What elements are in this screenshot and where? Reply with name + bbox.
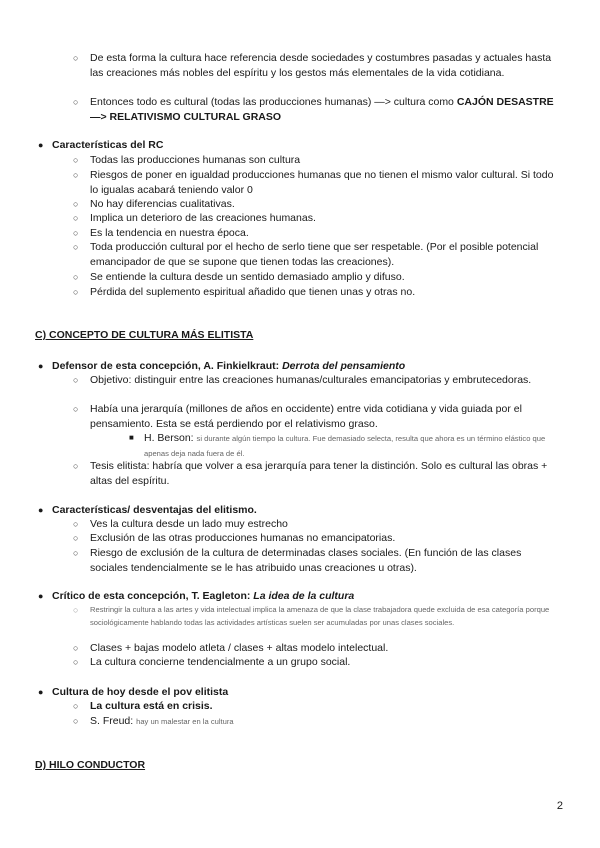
bullet-heading-text: Características/ desventajas del elitismo. (52, 504, 257, 516)
bullet-heading (38, 138, 552, 153)
list-item (73, 168, 560, 197)
filled-bullet-icon: ● (38, 140, 44, 150)
list-item-text: Es la tendencia en nuestra época. (90, 227, 249, 239)
section-heading-c: C) CONCEPTO DE CULTURA MÁS ELITISTA (35, 329, 254, 341)
list-item-text: Riesgo de exclusión de la cultura de determinadas clases sociales. (En función de las clases sociales tendencialmente se le has atribuido unas creaciones u otras). (90, 547, 522, 574)
filled-bullet-icon: ● (38, 361, 44, 371)
bullet-heading-text: Cultura de hoy desde el pov elitista (52, 686, 229, 698)
list-item (73, 153, 560, 168)
hollow-bullet-icon: ○ (73, 287, 79, 297)
list-item-text: La cultura concierne tendencialmente a un grupo social. (90, 656, 351, 668)
hollow-bullet-icon: ○ (73, 533, 79, 543)
list-item (73, 546, 560, 575)
list-item (73, 226, 560, 241)
list-item-text: Clases + bajas modelo atleta / clases + altas modelo intelectual. (90, 642, 389, 654)
list-item (73, 197, 560, 212)
list-item-text: Ves la cultura desde un lado muy estrecho (90, 518, 288, 530)
list-item-text: Exclusión de las otras producciones humanas no emancipatorias. (90, 532, 396, 544)
hollow-bullet-icon: ○ (73, 461, 79, 471)
list-item-text: Objetivo: distinguir entre las creaciones humanas/culturales emancipatorias y embrutecedoras. (90, 374, 532, 386)
list-item-text: De esta forma la cultura hace referencia desde sociedades y costumbres pasadas y actuales hasta las creaciones más nobles del espíritu y los gestos más elementales de la vida cotidiana. (90, 52, 552, 79)
work-title: Derrota del pensamiento (282, 360, 406, 372)
hollow-bullet-icon: ○ (73, 548, 79, 558)
hollow-bullet-icon: ○ (73, 657, 79, 667)
list-item (73, 699, 560, 714)
list-item (73, 531, 560, 546)
bullet-heading-text: Crítico de esta concepción, T. Eagleton: (52, 590, 254, 602)
list-item-emphasis: CAJÓN DESASTRE —> RELATIVISMO CULTURAL GRASO (90, 96, 554, 123)
list-item-text: Tesis elitista: habría que volver a esa jerarquía para tener la distinción. Solo es cultural las obras + altas del espíritu. (90, 460, 548, 487)
list-item-label: S. Freud: (90, 715, 137, 727)
filled-bullet-icon: ● (38, 505, 44, 515)
list-item (73, 211, 560, 226)
list-item-text: Todas las producciones humanas son cultura (90, 154, 301, 166)
hollow-bullet-icon: ○ (73, 170, 79, 180)
page-number: 2 (556, 800, 563, 812)
bullet-heading-text: Características del RC (52, 139, 164, 151)
list-item (73, 402, 560, 431)
list-item (129, 431, 560, 460)
list-item (73, 641, 560, 656)
square-bullet-icon: ■ (129, 433, 134, 442)
list-item-text: Se entiende la cultura desde un sentido demasiado amplio y difuso. (90, 271, 405, 283)
list-item-text: Restringir la cultura a las artes y vida intelectual implica la amenaza de que la clase trabajadora quede excluida de esa categoría porque sociológicamente hablando todas las actividades artísticas suelen ser acumuladas por unas clases sociales. (90, 605, 550, 627)
list-item-text: Toda producción cultural por el hecho de serlo tiene que ser respetable. (Por el posible potencial emancipador de que se supone que tienen todas las creaciones). (90, 241, 539, 268)
bullet-heading-text: Defensor de esta concepción, A. Finkielkraut: (52, 360, 283, 372)
list-item (73, 517, 560, 532)
list-item-label: H. Berson: (144, 432, 197, 444)
list-item-text: Pérdida del suplemento espiritual añadido que tienen unas y otras no. (90, 286, 416, 298)
list-item-text: Riesgos de poner en igualdad producciones humanas que no tienen el mismo valor cultural. Si todo lo igualas acabará teniendo valor 0 (90, 169, 554, 196)
bullet-heading (38, 503, 552, 518)
bullet-heading (38, 685, 552, 700)
filled-bullet-icon: ● (38, 687, 44, 697)
section-heading-d: D) HILO CONDUCTOR (35, 759, 146, 771)
hollow-bullet-icon: ○ (73, 643, 79, 653)
list-item (73, 459, 560, 488)
list-item (73, 51, 560, 80)
hollow-bullet-icon: ○ (73, 272, 79, 282)
hollow-bullet-icon: ○ (73, 97, 79, 107)
hollow-bullet-icon: ○ (73, 716, 79, 726)
hollow-bullet-icon: ○ (73, 155, 79, 165)
hollow-bullet-icon: ○ (73, 605, 79, 615)
filled-bullet-icon: ● (38, 591, 44, 601)
list-item (73, 373, 560, 388)
hollow-bullet-icon: ○ (73, 228, 79, 238)
list-item-text: No hay diferencias cualitativas. (90, 198, 235, 210)
list-item (73, 270, 560, 285)
list-item-text: Entonces todo es cultural (todas las producciones humanas) —> cultura como (90, 96, 457, 108)
hollow-bullet-icon: ○ (73, 213, 79, 223)
quote-text: si durante algún tiempo la cultura. Fue demasiado selecta, resulta que ahora es un término elástico que apenas deja nada fuera de él. (144, 434, 546, 458)
hollow-bullet-icon: ○ (73, 701, 79, 711)
hollow-bullet-icon: ○ (73, 199, 79, 209)
hollow-bullet-icon: ○ (73, 375, 79, 385)
hollow-bullet-icon: ○ (73, 242, 79, 252)
list-item (73, 240, 560, 269)
bullet-heading (38, 589, 552, 604)
list-item (73, 285, 560, 300)
list-item (73, 714, 560, 729)
bullet-heading (38, 359, 552, 374)
quote-text: hay un malestar en la cultura (136, 717, 234, 726)
hollow-bullet-icon: ○ (73, 53, 79, 63)
work-title: La idea de la cultura (253, 590, 355, 602)
list-item (73, 604, 560, 629)
list-item-text: Implica un deterioro de las creaciones humanas. (90, 212, 316, 224)
hollow-bullet-icon: ○ (73, 404, 79, 414)
list-item (73, 95, 560, 124)
list-item-text: La cultura está en crisis. (90, 700, 213, 712)
hollow-bullet-icon: ○ (73, 519, 79, 529)
list-item-text: Había una jerarquía (millones de años en occidente) entre vida cotidiana y vida guiada por el pensamiento. Esta se está perdiendo por el relativismo graso. (90, 403, 522, 430)
list-item (73, 655, 560, 670)
